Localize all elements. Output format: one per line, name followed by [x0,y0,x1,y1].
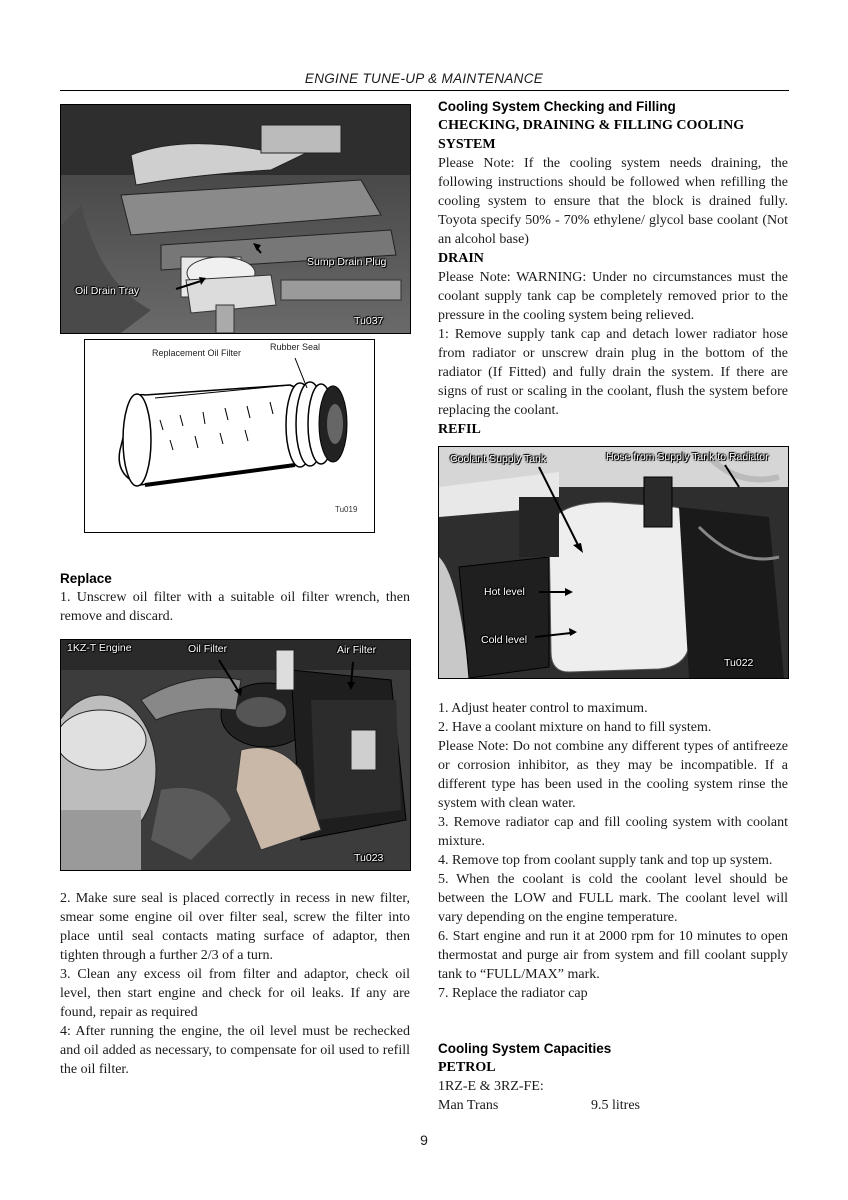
capacities-heading: Cooling System Capacities [438,1041,612,1056]
rubber-seal-label: Rubber Seal [270,342,321,352]
oil-drain-tray-label: Oil Drain Tray [75,285,140,297]
oil-filter-photo-art [61,640,410,870]
refil-step-7: 7. Replace the radiator cap [438,986,588,1001]
refil-step-4: 4. Remove top from coolant supply tank and top up system. [438,853,773,868]
sump-drain-photo [60,104,411,334]
drain-warning: Please Note: WARNING: Under no circumstances must the coolant supply tank cap be completely removed prior to the pressure in the cooling system being relieved. [438,270,788,323]
replace-step-2: 2. Make sure seal is placed correctly in recess in new filter, smear some engine oil over filter seal, screw the filter into place until seal contacts mating surface of adaptor, then tighten through a further 2/3 of a turn. [60,891,410,963]
refil-step-5: 5. When the coolant is cold the coolant level should be between the LOW and FULL mark. The coolant level will vary depending on the engine temperature. [438,872,788,925]
replacement-oil-filter-label: Replacement Oil Filter [152,348,242,358]
man-trans-label: Man Trans [438,1098,499,1113]
cooling-heading: Cooling System Checking and Filling [438,99,676,114]
oil-filter-photo [60,639,411,871]
coolant-supply-tank-label: Coolant Supply Tank [450,453,547,465]
cooling-subheading: CHECKING, DRAINING & FILLING COOLING SYSTEM [438,118,745,152]
air-filter-label: Air Filter [337,644,377,656]
replace-step-3: 3. Clean any excess oil from filter and adaptor, check oil level, then start engine and check for oil leaks. If any are found, repair as required [60,967,410,1020]
cold-level-label: Cold level [481,634,528,646]
header-rule [60,90,789,91]
coolant-tank-photo [438,446,789,679]
replace-steps [60,889,410,1079]
replace-heading: Replace [60,571,112,586]
drain-step-1: 1: Remove supply tank cap and detach lower radiator hose from radiator or unscrew drain plug in the bottom of the radiator (If Fitted) and fully drain the system. If there are signs of rust or scaling in the coolant, flush the system before replacing the coolant. [438,327,788,418]
page-number: 9 [420,1132,428,1148]
cooling-section [438,97,788,439]
diagram-code: Tu019 [335,505,358,514]
oil-filter-drawing [85,340,374,532]
refil-step-3: 3. Remove radiator cap and fill cooling system with coolant mixture. [438,815,788,849]
refil-step-6: 6. Start engine and run it at 2000 rpm for 10 minutes to open thermostat and purge air from system and fill coolant supply tank to “FULL/MAX” mark. [438,929,788,982]
running-header: ENGINE TUNE-UP & MAINTENANCE [304,71,544,86]
photo-code: Tu023 [354,852,384,864]
petrol-heading: PETROL [438,1060,496,1075]
hose-label: Hose from Supply Tank to Radiator [606,451,769,463]
oil-filter-diagram [84,339,375,533]
photo-code: Tu037 [354,315,384,327]
capacities-section [438,1039,788,1115]
capacity-row [438,1096,788,1115]
cooling-note: Please Note: If the cooling system needs draining, the following instructions should be followed when refilling the cooling system to ensure that the block is drained fully. Toyota specify 50% - 70% ethylene/ glycol base coolant (Not an alcohol base) [438,156,788,247]
man-trans-value: 9.5 litres [591,1098,640,1113]
engine-models: 1RZ-E & 3RZ-FE: [438,1079,544,1094]
refil-note: Please Note: Do not combine any different types of antifreeze or corrosion inhibitor, as they may be incompatible. If a different type has been used in the cooling system rinse the system with clean water. [438,739,788,811]
hot-level-label: Hot level [484,586,525,598]
refil-heading: REFIL [438,422,481,437]
replace-section [60,570,410,626]
replace-step-1: 1. Unscrew oil filter with a suitable oil filter wrench, then remove and discard. [60,590,410,624]
engine-label: 1KZ-T Engine [67,642,132,654]
oil-filter-label: Oil Filter [188,643,228,655]
sump-drain-plug-label: Sump Drain Plug [307,256,387,268]
sump-drain-photo-art [61,105,410,333]
refil-step-2: 2. Have a coolant mixture on hand to fill system. [438,720,712,735]
photo-code: Tu022 [724,657,754,669]
refil-step-1: 1. Adjust heater control to maximum. [438,701,648,716]
replace-step-4: 4: After running the engine, the oil level must be rechecked and oil added as necessary, to compensate for oil used to refill the oil filter. [60,1024,410,1077]
refil-steps [438,699,788,1003]
drain-heading: DRAIN [438,251,484,266]
